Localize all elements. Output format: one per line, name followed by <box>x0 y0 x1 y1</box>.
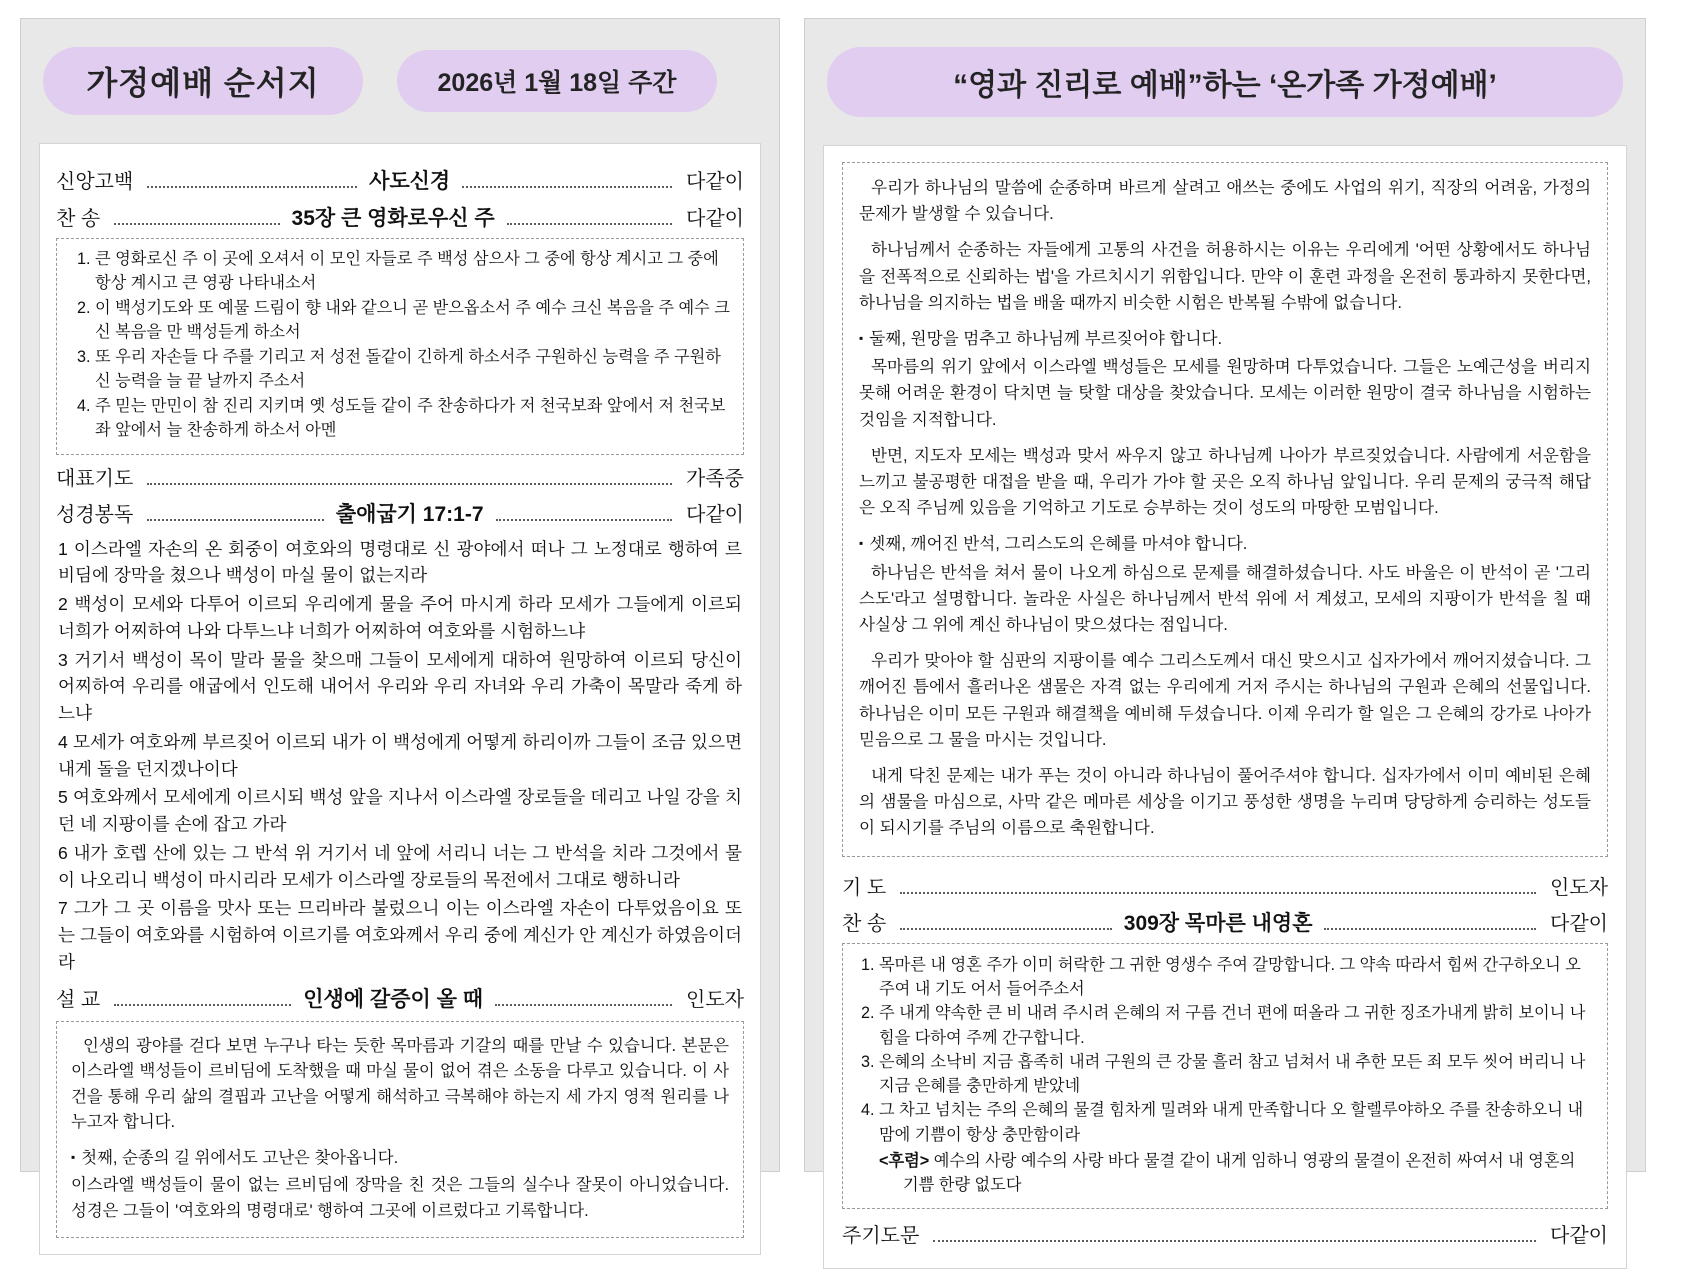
right-panel <box>804 18 1646 1247</box>
dot-leader <box>1324 928 1536 930</box>
dot-leader <box>114 223 279 225</box>
list-item: 3. 또 우리 자손들 다 주를 기리고 저 성전 돌같이 긴하게 하소서주 구원하신 능력을 주 구원하신 능력을 늘 끝 날까지 주소서 <box>95 346 731 394</box>
order-performer: 가족중 <box>686 467 744 490</box>
order-title: 사도신경 <box>369 170 451 193</box>
order-label: 찬 송 <box>56 208 101 230</box>
order-row-scripture <box>56 498 744 528</box>
scripture-verse: 6 내가 호렙 산에 있는 그 반석 위 거기서 네 앞에 서리니 너는 그 반석을 치라 그것에서 물이 나오리니 백성이 마시리라 모세가 이스라엘 장로들의 목전에서 그대로 행하니라 <box>58 842 742 890</box>
sermon-paragraph: 우리가 맞아야 할 심판의 지팡이를 예수 그리스도께서 대신 맞으시고 십자가에서 깨어지셨습니다. 그 깨어진 틈에서 흘러나온 샘물은 자격 없는 우리에게 거저 주시는 하나님의 구원과 은혜의 선물입니다. 하나님은 이미 모든 구원과 해결책을 예비해 두셨습니다. 이제 우리가 할 일은 그 은혜의 강가로 나아가 믿음으로 그 물을 마시는 것입니다. <box>859 651 1591 749</box>
order-row-hymn <box>56 202 744 232</box>
list-item: 2. 주 내게 약속한 큰 비 내려 주시려 은혜의 저 구름 건너 편에 떠올라 그 귀한 징조가내게 밝히 보이니 나 힘을 다하여 주께 간구합니다. <box>879 1001 1595 1050</box>
dot-leader <box>114 1004 291 1006</box>
sermon-paragraph: 우리가 하나님의 말씀에 순종하며 바르게 살려고 애쓰는 중에도 사업의 위기, 직장의 어려움, 가정의 문제가 발생할 수 있습니다. <box>859 178 1591 224</box>
sermon-paragraph: 하나님은 반석을 쳐서 물이 나오게 하심으로 문제를 해결하셨습니다. 사도 바울은 이 반석이 곧 '그리스도'라고 설명합니다. 놀라운 사실은 하나님께서 반석 위에 서 계셨고, 모세의 지팡이가 반석을 칠 때 사실상 그 위에 계신 하나님이 맞으셨다는 점입니다. <box>859 562 1591 635</box>
sermon-point-heading <box>859 531 1591 557</box>
refrain-label: <후렴> <box>879 1152 930 1171</box>
dot-leader <box>900 892 1536 894</box>
scripture-verse: 4 모세가 여호와께 부르짖어 이르되 내가 이 백성에게 어떻게 하리이까 그들이 조금 있으면 내게 돌을 던지겠나이다 <box>58 731 742 779</box>
scripture-verse: 1 이스라엘 자손의 온 회중이 여호와의 명령대로 신 광야에서 떠나 그 노정대로 행하여 르비딤에 장막을 쳤으나 백성이 마실 물이 없는지라 <box>58 538 742 586</box>
sermon-point-heading <box>859 326 1591 352</box>
left-header <box>43 47 757 115</box>
sermon-paragraph: 내게 닥친 문제는 내가 푸는 것이 아니라 하나님이 풀어주셔야 합니다. 십자가에서 이미 예비된 은혜의 샘물을 마심으로, 사막 같은 메마른 세상을 이기고 풍성한 생명을 누리며 당당하게 승리하는 성도들이 되시기를 주님의 이름으로 축원합니다. <box>859 766 1591 838</box>
scripture-text <box>58 536 742 976</box>
order-performer: 다같이 <box>1550 912 1609 935</box>
order-label: 성경봉독 <box>56 503 134 526</box>
order-performer: 다같이 <box>686 503 744 526</box>
worship-theme-title: “영과 진리로 예배”하는 ‘온가족 가정예배’ <box>827 47 1623 117</box>
list-item: 1. 목마른 내 영혼 주가 이미 허락한 그 귀한 영생수 주여 갈망합니다. 그 약속 따라서 힘써 간구하오니 오 주여 내 기도 어서 들어주소서 <box>879 953 1595 1002</box>
order-label: 주기도문 <box>842 1224 920 1247</box>
order-performer: 인도자 <box>686 988 744 1011</box>
sermon-paragraph: 인생의 광야를 걷다 보면 누구나 타는 듯한 목마름과 기갈의 때를 만날 수 있습니다. 본문은 이스라엘 백성들이 르비딤에 도착했을 때 마실 물이 없어 겪은 소동을 다루고 있습니다. 이 사건을 통해 우리 삶의 결핍과 고난을 어떻게 해석하고 극복해야 하는지 세 가지 영적 원리를 나누고자 합니다. <box>71 1036 729 1132</box>
order-label: 찬 송 <box>842 912 887 935</box>
dot-leader <box>507 223 672 225</box>
left-panel <box>20 18 780 1221</box>
page-title: 가정예배 순서지 <box>43 47 363 115</box>
order-row-prayer <box>842 871 1608 900</box>
scripture-verse: 7 그가 그 곳 이름을 맛사 또는 므리바라 불렀으니 이는 이스라엘 자손이 다투었음이요 또는 그들이 여호와를 시험하여 이르기를 여호와께서 우리 중에 계신가 안 계신가 하였음이더라 <box>58 898 742 972</box>
dot-leader <box>933 1240 1536 1242</box>
right-header <box>827 47 1623 117</box>
sermon-paragraph: 하나님께서 순종하는 자들에게 고통의 사건을 허용하시는 이유는 우리에게 '어떤 상황에서도 하나님을 전폭적으로 신뢰하는 법'을 가르치시기 위함입니다. 만약 이 훈련 과정을 온전히 통과하지 못한다면, 하나님을 의지하는 법을 배울 때까지 비슷한 시험은 반복될 수밖에 없습니다. <box>859 240 1591 312</box>
hymn-lyrics-box <box>56 238 744 455</box>
dot-leader <box>495 1004 672 1006</box>
order-row-lords-prayer <box>842 1219 1608 1248</box>
order-performer: 다같이 <box>686 171 744 193</box>
order-row-confession <box>56 165 744 195</box>
dot-leader <box>900 928 1112 930</box>
order-title: 35장 큰 영화로우신 주 <box>291 207 495 230</box>
sermon-title: 인생에 갈증이 올 때 <box>303 987 484 1011</box>
right-content <box>823 145 1627 1269</box>
order-performer: 인도자 <box>1550 876 1608 899</box>
scripture-verse: 2 백성이 모세와 다투어 이르되 우리에게 물을 주어 마시게 하라 모세가 그들에게 이르되 너희가 어찌하여 나와 다투느냐 너희가 어찌하여 여호와를 시험하느냐 <box>58 594 742 641</box>
sermon-paragraph: 목마름의 위기 앞에서 이스라엘 백성들은 모세를 원망하며 다투었습니다. 그들은 노예근성을 버리지 못해 어려운 환경이 닥치면 늘 탓할 대상을 찾았습니다. 모세는 이러한 원망이 결국 하나님을 시험하는 것임을 지적합니다. <box>859 357 1591 429</box>
order-performer: 다같이 <box>686 208 745 230</box>
sermon-point-text: 셋째, 깨어진 반석, 그리스도의 은혜를 마셔야 합니다. <box>869 534 1248 554</box>
hymn-refrain <box>879 1149 1595 1198</box>
list-item: 2. 이 백성기도와 또 예물 드림이 향 내와 같으니 곧 받으옵소서 주 예수 크신 복음을 주 예수 크신 복음을 만 백성듣게 하소서 <box>95 297 731 345</box>
sermon-point-text: 둘째, 원망을 멈추고 하나님께 부르짖어야 합니다. <box>869 329 1223 349</box>
dot-leader <box>496 519 673 521</box>
sermon-continuation <box>842 162 1608 857</box>
order-label: 신앙고백 <box>56 171 134 193</box>
sermon-point-heading <box>71 1146 729 1172</box>
list-item: 4. 그 차고 넘치는 주의 은혜의 물결 힘차게 밀려와 내게 만족합니다 오 할렐루야하오 주를 찬송하오니 내 맘에 기쁨이 항상 충만함이라 <box>879 1098 1595 1147</box>
scripture-reference: 출애굽기 17:1-7 <box>335 502 484 526</box>
list-item: 4. 주 믿는 만민이 참 진리 지키며 옛 성도들 같이 주 찬송하다가 저 천국보좌 앞에서 저 천국보좌 앞에서 늘 찬송하게 하소서 아멘 <box>95 395 731 443</box>
dot-leader <box>147 483 672 485</box>
scripture-verse: 5 여호와께서 모세에게 이르시되 백성 앞을 지나서 이스라엘 장로들을 데리고 나일 강을 치던 네 지팡이를 손에 잡고 가라 <box>58 787 742 835</box>
refrain-text: 예수의 사랑 예수의 사랑 바다 물결 같이 내게 임하니 영광의 물결이 온전히 싸여서 내 영혼의 기쁨 한량 없도다 <box>903 1152 1576 1195</box>
sermon-paragraph: 반면, 지도자 모세는 백성과 맞서 싸우지 않고 하나님께 나아가 부르짖었습니다. 사람에게 서운함을 느끼고 불공평한 대접을 받을 때, 우리가 가야 할 곳은 오직 하나님 앞입니다. 우리 문제의 궁극적 해답은 오직 주님께 있음을 기억하고 기도로 승부하는 것이 성도의 마땅한 모범입니다. <box>859 445 1591 518</box>
order-row-prayer <box>56 462 744 491</box>
hymn-verse-list <box>855 953 1595 1147</box>
list-item: 3. 은혜의 소낙비 지금 흡족히 내려 구원의 큰 강물 흘러 참고 넘쳐서 내 추한 모든 죄 모두 씻어 버리니 나 지금 은혜를 충만하게 받았네 <box>879 1050 1595 1099</box>
issue-date: 2026년 1월 18일 주간 <box>397 50 717 112</box>
order-row-sermon <box>56 983 744 1013</box>
list-item: 1. 큰 영화로신 주 이 곳에 오셔서 이 모인 자들로 주 백성 삼으사 그 중에 항상 계시고 그 중에 항상 계시고 큰 영광 나타내소서 <box>95 248 731 296</box>
order-title: 309장 목마른 내영혼 <box>1123 911 1313 935</box>
sermon-point-text: 첫째, 순종의 길 위에서도 고난은 찾아옵니다. <box>81 1148 399 1167</box>
dot-leader <box>147 186 357 188</box>
order-row-hymn <box>842 907 1608 937</box>
sermon-paragraph: 이스라엘 백성들이 물이 없는 르비딤에 장막을 친 것은 그들의 실수나 잘못이 아니었습니다. 성경은 그들이 '여호와의 명령대로' 행하여 그곳에 이르렀다고 기록합니다. <box>71 1176 729 1221</box>
dot-leader <box>147 519 324 521</box>
order-label: 대표기도 <box>56 467 134 490</box>
left-content <box>39 143 761 1255</box>
order-performer: 다같이 <box>1550 1224 1608 1247</box>
hymn-verse-list <box>69 248 731 443</box>
hymn-lyrics-box <box>842 943 1608 1209</box>
dot-leader <box>462 186 672 188</box>
sermon-body <box>56 1021 744 1238</box>
scripture-verse: 3 거기서 백성이 목이 말라 물을 찾으매 그들이 모세에게 대하여 원망하여 이르되 당신이 어찌하여 우리를 애굽에서 인도해 내어서 우리와 우리 자녀와 우리 가축이 목말라 죽게 하느냐 <box>58 649 742 724</box>
order-label: 기 도 <box>842 876 887 899</box>
order-label: 설 교 <box>56 988 101 1011</box>
